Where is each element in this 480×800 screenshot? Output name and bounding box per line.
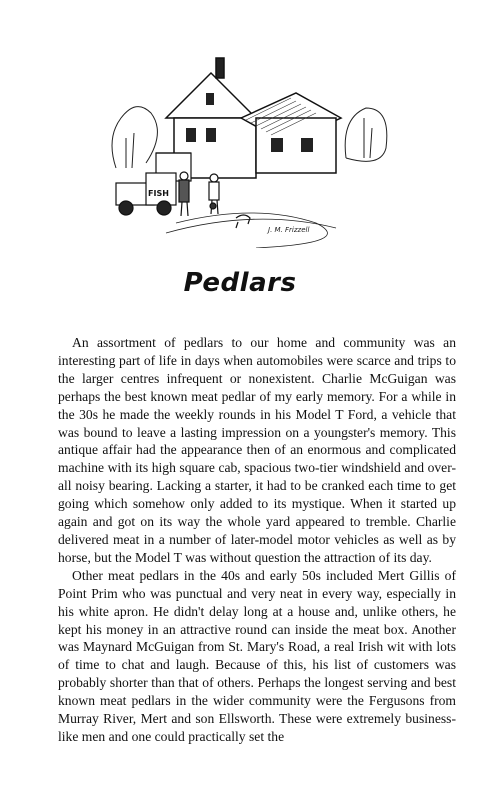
paragraph-2: Other meat pedlars in the 40s and early 50s included Mert Gillis of Point Prim who was punctual and very neat in every way, especially in his white apron. He didn't delay long at a house and, unlike others, he kept his money in an attractive round can inside the meat box. Another was Maynard McGuigan from St. Mary's Road, a real Irish wit with lots of time to chat and laugh. Because of this, his list of customers was probably shorter than that of others. Perhaps the longest serving and best known meat pedlars in the wider community were the Fergusons from Murray River, Mert and son Ellsworth. These were extremely business-like men and one could practically set the: [58, 567, 456, 744]
farmhouse-illustration: [96, 48, 396, 248]
truck-sign: FISH: [148, 189, 169, 198]
paragraph-1: An assortment of pedlars to our home and community was an interesting part of life in days when automobiles were scarce and trips to the larger centres infrequent or nonexistent. Charlie McGuigan was perhaps the best known meat pedlar of my early memory. For a while in the 30s he made the weekly rounds in his Model T Ford, a vehicle that was bound to leave a lasting impression on a youngster's memory. This antique affair had the appearance then of an enormous and complicated machine with its high square cab, spacious two-tier windshield and over-all noisy bearing. Lacking a starter, it had to be cranked each time to get going which somehow only added to its mystique. When it started up again and got on its way the whole yard appeared to tremble. Charlie delivered meat in a number of later-model motor vehicles as well as by horse, but the Model T was without question the attraction of its day.: [58, 335, 456, 565]
illustration-signature: J. M. Frizzell: [268, 226, 310, 234]
body-text: [58, 334, 456, 746]
farmhouse-drawing: [96, 48, 396, 248]
page-title: Pedlars: [183, 268, 297, 298]
